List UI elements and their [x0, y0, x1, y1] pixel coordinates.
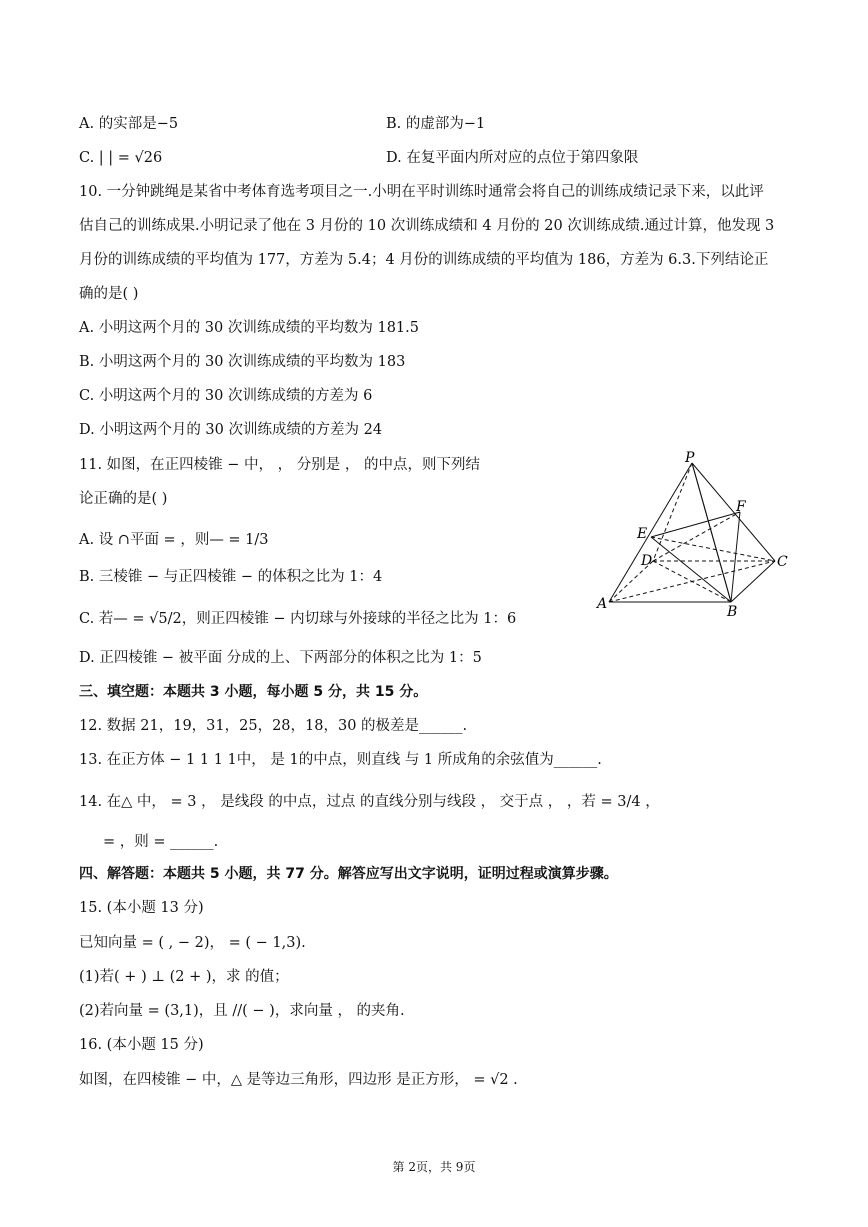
vertex-label: B — [727, 604, 738, 620]
q9-option-a: A. 的实部是−5 — [79, 116, 179, 132]
q13-text: 13. 在正方体 − 1 1 1 1中， 是 1的中点，则直线 与 1 所成角的余弦值为______. — [79, 752, 602, 768]
q10-stem-line: 估自己的训练成果.小明记录了他在 3 月份的 10 次训练成绩和 4 月份的 20 次训练成绩.通过计算，他发现 3 — [79, 218, 775, 234]
q10-stem-line: 10. 一分钟跳绳是某省中考体育选考项目之一.小明在平时训练时通常会将自己的训练成绩记录下来，以此评 — [79, 184, 764, 200]
q9-option-c: C. | | = √26 — [79, 150, 163, 166]
q15-title: 15. (本小题 13 分) — [79, 900, 204, 916]
vertex-label: E — [637, 526, 648, 542]
q15-part-1: (1)若( + ) ⊥ (2 + )，求 的值； — [79, 969, 289, 985]
q10-option-c: C. 小明这两个月的 30 次训练成绩的方差为 6 — [79, 388, 373, 404]
q12-text: 12. 数据 21，19，31，25，28，18，30 的极差是______. — [79, 718, 468, 734]
q16-given: 如图，在四棱锥 − 中，△ 是等边三角形，四边形 是正方形， = √2 . — [79, 1072, 518, 1088]
q11-option-d: D. 正四棱锥 − 被平面 分成的上、下两部分的体积之比为 1：5 — [79, 650, 482, 666]
q11-stem-line: 11. 如图，在正四棱锥 − 中， ， 分别是 ， 的中点，则下列结 — [79, 457, 480, 473]
q15-part-2: (2)若向量 = (3,1)，且 //( − )，求向量 ， 的夹角. — [79, 1003, 405, 1019]
section-3-heading: 三、填空题：本题共 3 小题，每小题 5 分，共 15 分。 — [79, 684, 428, 700]
q11-option-b: B. 三棱锥 − 与正四棱锥 − 的体积之比为 1：4 — [79, 569, 383, 585]
q16-title: 16. (本小题 15 分) — [79, 1037, 204, 1053]
q9-option-b: B. 的虚部为−1 — [386, 116, 486, 132]
q10-option-b: B. 小明这两个月的 30 次训练成绩的平均数为 183 — [79, 354, 406, 370]
vertex-label: C — [777, 554, 788, 570]
q11-option-a: A. 设 ∩平面 = ，则— = 1/3 — [79, 532, 269, 548]
q14-line: 14. 在△ 中， = 3 ， 是线段 的中点，过点 的直线分别与线段 ， 交于点 ， ，若 = 3/4 ， — [79, 794, 660, 810]
vertex-label: A — [597, 596, 608, 612]
vertex-label: D — [641, 553, 653, 569]
pyramid-figure — [595, 450, 795, 620]
q14-line: = ，则 = ______. — [103, 834, 219, 850]
q10-option-a: A. 小明这两个月的 30 次训练成绩的平均数为 181.5 — [79, 320, 419, 336]
q11-stem-line: 论正确的是( ) — [79, 491, 168, 507]
q11-option-c: C. 若— = √5/2，则正四棱锥 − 内切球与外接球的半径之比为 1：6 — [79, 611, 517, 627]
q10-stem-line: 月份的训练成绩的平均值为 177，方差为 5.4；4 月份的训练成绩的平均值为 186，方差为 6.3.下列结论正 — [79, 252, 769, 268]
vertex-label: P — [685, 450, 695, 466]
vertex-label: F — [736, 499, 746, 515]
page-footer: 第 2页，共 9页 — [392, 1160, 476, 1174]
q15-given: 已知向量 = ( , − 2)， = ( − 1,3). — [79, 935, 306, 951]
q10-stem-line: 确的是( ) — [79, 286, 139, 302]
section-4-heading: 四、解答题：本题共 5 小题，共 77 分。解答应写出文字说明，证明过程或演算步骤。 — [79, 866, 618, 882]
q9-option-d: D. 在复平面内所对应的点位于第四象限 — [386, 150, 639, 166]
q10-option-d: D. 小明这两个月的 30 次训练成绩的方差为 24 — [79, 422, 383, 438]
